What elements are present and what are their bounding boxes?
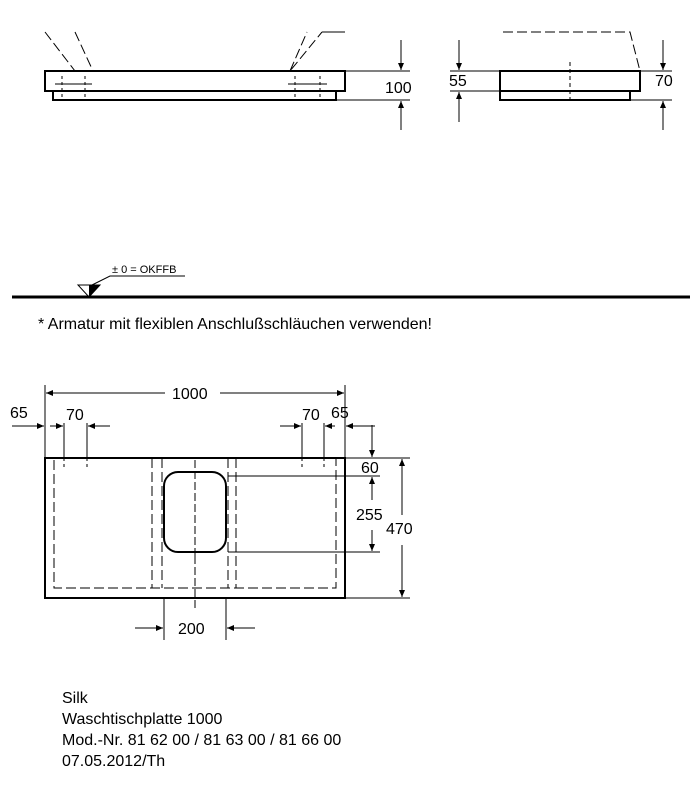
basin-outline (45, 32, 322, 71)
basin-top-offset-label: 60 (361, 460, 379, 477)
front-base (53, 91, 336, 100)
installation-note: * Armatur mit flexiblen Anschlußschläuchen verwenden! (38, 316, 432, 333)
floor-level (12, 276, 690, 297)
side-base (500, 91, 630, 100)
drawing-name: Waschtischplatte 1000 (62, 711, 223, 728)
side-elevation (450, 32, 672, 130)
side-thickness-label: 70 (655, 73, 673, 90)
front-height-label: 100 (385, 80, 412, 97)
left-offset-label: 65 (10, 405, 28, 422)
total-width-label: 1000 (172, 386, 208, 403)
front-elevation (45, 32, 410, 130)
drawing-date: 07.05.2012/Th (62, 753, 166, 770)
left-spacing-label: 70 (66, 407, 84, 424)
model-number: Mod.-Nr. 81 62 00 / 81 63 00 / 81 66 00 (62, 732, 342, 749)
right-offset-label: 65 (331, 405, 349, 422)
front-slab (45, 71, 345, 91)
right-spacing-label: 70 (302, 407, 320, 424)
total-depth-label: 470 (386, 521, 413, 538)
side-top-label: 55 (449, 73, 467, 90)
product-name: Silk (62, 690, 88, 707)
floor-level-label: ± 0 = OKFFB (112, 264, 177, 276)
title-block (62, 688, 341, 772)
basin-width-label: 200 (178, 621, 205, 638)
basin-depth-label: 255 (356, 507, 383, 524)
side-slab (500, 71, 640, 91)
